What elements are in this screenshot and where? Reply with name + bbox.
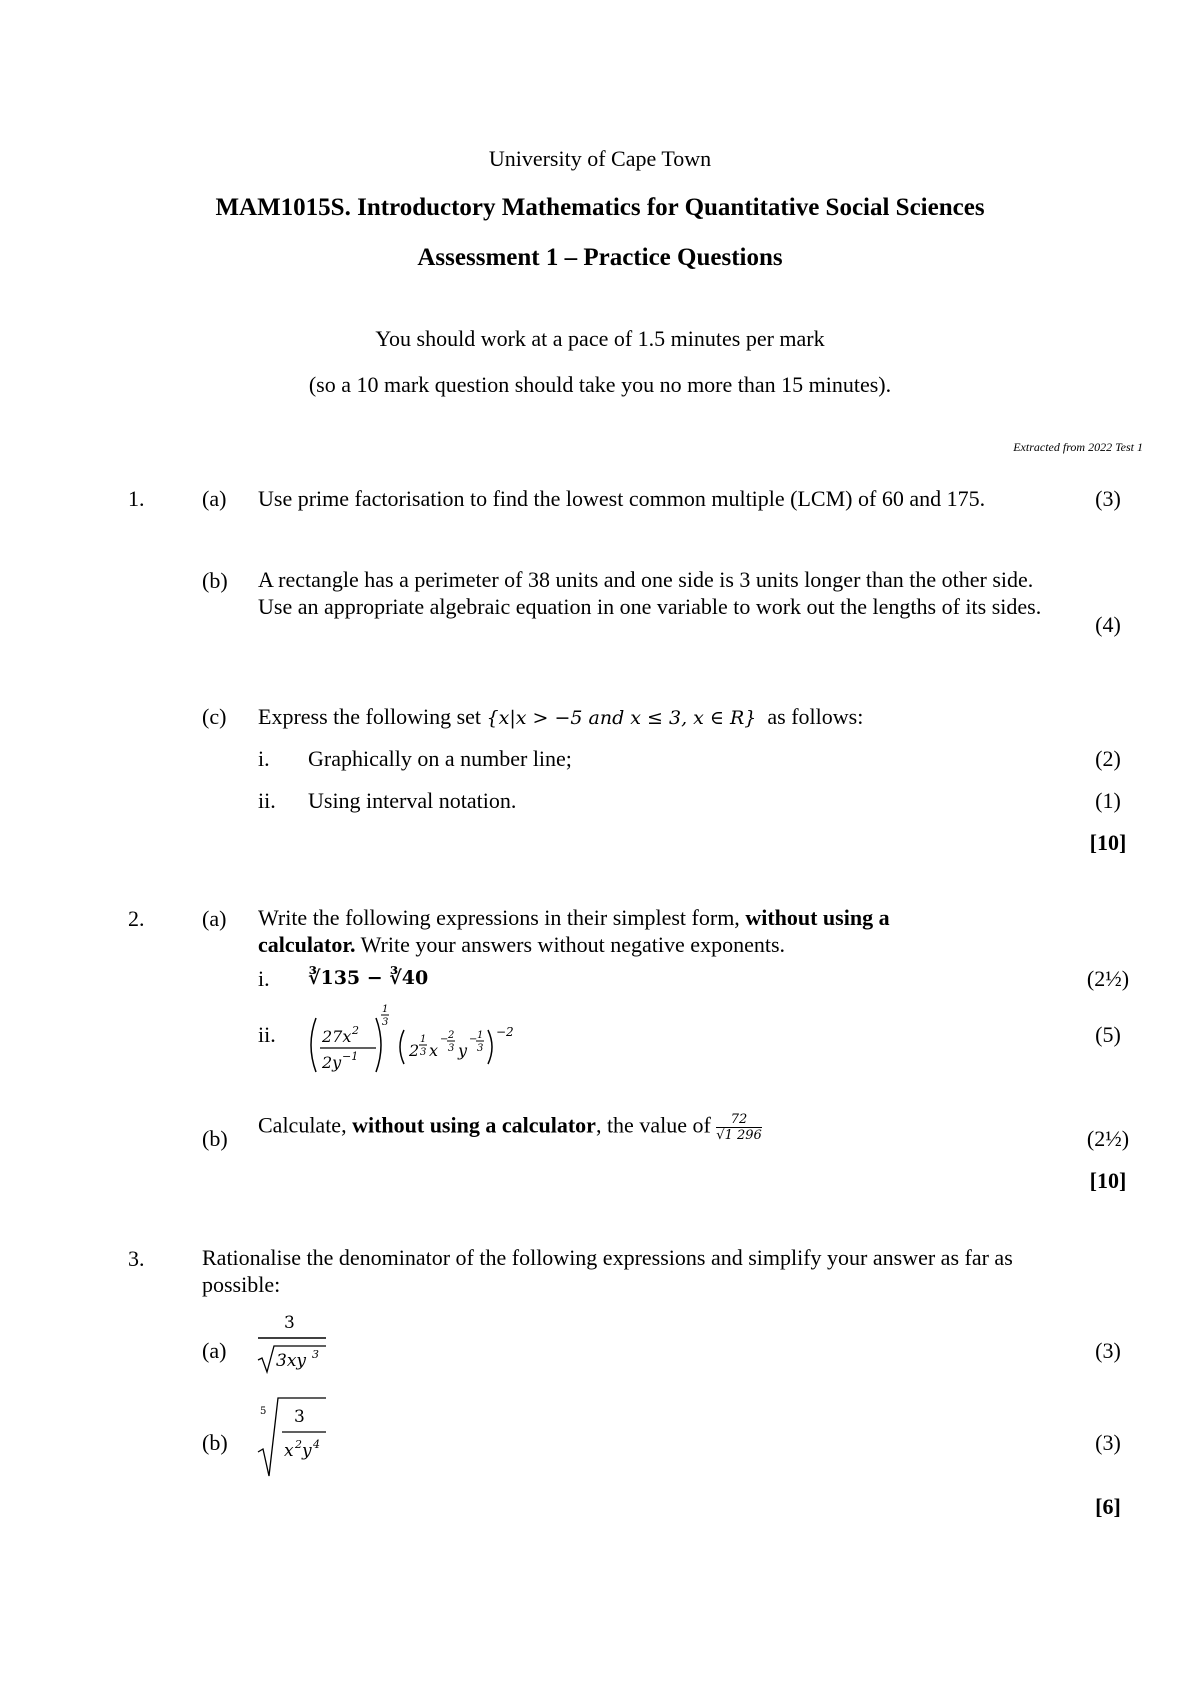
assessment-title: Assessment 1 – Practice Questions (417, 244, 783, 271)
svg-text:−1: −1 (342, 1050, 359, 1063)
q1c-ii-mark: (1) (1095, 788, 1121, 813)
svg-text:2: 2 (448, 1030, 455, 1041)
q1c-i-text: Graphically on a number line; (308, 746, 572, 771)
q3-intro: Rationalise the denominator of the following expressions and simplify your answer as far as possible: (202, 1245, 1013, 1297)
q1c-ii-label: ii. (258, 788, 276, 813)
q2b-mark: (2½) (1086, 1126, 1130, 1151)
question-1-number: 1. (128, 486, 145, 511)
q2a-text-bold: without using a (745, 905, 890, 930)
svg-text:−: − (469, 1034, 478, 1045)
q1a-text: Use prime factorisation to find the lowest common multiple (LCM) of 60 and 175. (258, 486, 986, 511)
q3a-expression (256, 1308, 346, 1383)
q3b-mark: (3) (1095, 1430, 1121, 1455)
svg-text:2: 2 (409, 1041, 420, 1060)
q1c-label: (c) (202, 704, 227, 729)
svg-text:1: 1 (477, 1030, 484, 1041)
q2b-text-bold: without using a calculator (352, 1112, 596, 1138)
svg-text:2y: 2y (322, 1053, 342, 1072)
q2a-label: (a) (202, 906, 227, 931)
question-3-number: 3. (128, 1246, 145, 1271)
q3a-formula-svg (256, 1308, 346, 1378)
q2a-i-label: i. (258, 966, 270, 991)
q2a-text-post: Write your answers without negative exponents. (355, 932, 786, 957)
q3a-numerator: 3 (284, 1313, 295, 1333)
svg-text:3: 3 (382, 1017, 389, 1028)
svg-text:3xy: 3xy (276, 1351, 307, 1371)
svg-text:3: 3 (477, 1043, 484, 1054)
q3-total: [6] (1095, 1494, 1121, 1519)
svg-text:y: y (302, 1441, 312, 1461)
pace-instruction: You should work at a pace of 1.5 minutes per mark (375, 326, 825, 351)
svg-text:27x: 27x (322, 1027, 352, 1046)
q1b-label: (b) (202, 568, 228, 593)
q2b-denominator: √1 296 (716, 1128, 762, 1143)
q1b-text: A rectangle has a perimeter of 38 units and one side is 3 units longer than the other side. Use an appropriate algebraic equation in one variable to work out the lengths of its sides. (258, 567, 1042, 619)
pace-example: (so a 10 mark question should take you no more than 15 minutes). (308, 372, 892, 397)
source-note: Extracted from 2022 Test 1 (1013, 440, 1143, 454)
q2b-text (258, 1112, 762, 1143)
q3b-label: (b) (202, 1430, 228, 1455)
svg-text:y: y (458, 1041, 468, 1060)
q2a-i-expression: ∛135 − ∛40 (308, 967, 429, 989)
q1c-text (258, 704, 863, 730)
q3a-label: (a) (202, 1338, 227, 1363)
q1c-text-post: as follows: (767, 704, 864, 729)
q1a-mark: (3) (1095, 486, 1121, 511)
svg-text:1: 1 (382, 1004, 389, 1015)
q2a-text (258, 904, 1048, 958)
q2a-text-bold-2: calculator. (258, 932, 356, 957)
svg-text:4: 4 (313, 1438, 320, 1451)
q1a-label: (a) (202, 486, 227, 511)
svg-text:3: 3 (448, 1043, 455, 1054)
svg-text:3: 3 (312, 1348, 319, 1361)
q1b-mark: (4) (1095, 612, 1121, 637)
svg-text:3: 3 (420, 1047, 427, 1058)
q2b-numerator: 72 (716, 1112, 762, 1128)
q2b-fraction (716, 1112, 762, 1143)
q3b-expression (256, 1392, 346, 1487)
q1c-text-pre: Express the following set (258, 704, 482, 729)
q2a-ii-label: ii. (258, 1022, 276, 1047)
svg-text:x: x (284, 1441, 294, 1461)
q1c-i-label: i. (258, 746, 270, 771)
q3b-root-index: 5 (260, 1406, 267, 1417)
q1-total: [10] (1089, 830, 1127, 855)
q2a-ii-mark: (5) (1095, 1022, 1121, 1047)
svg-text:x: x (429, 1041, 439, 1060)
q3a-mark: (3) (1095, 1338, 1121, 1363)
q2a-ii-formula-svg (306, 1000, 546, 1080)
q2a-i-mark: (2½) (1086, 966, 1130, 991)
q1c-i-mark: (2) (1095, 746, 1121, 771)
q1c-set-expression: {x|x > −5 and x ≤ 3, x ∈ R} (486, 707, 757, 729)
q2b-text-pre: Calculate, (258, 1112, 353, 1138)
svg-text:2: 2 (352, 1024, 359, 1037)
svg-text:1: 1 (420, 1034, 427, 1045)
q2b-label: (b) (202, 1126, 228, 1151)
university-name: University of Cape Town (488, 146, 712, 171)
q2a-ii-expression (306, 1000, 546, 1085)
course-title: MAM1015S. Introductory Mathematics for Quantitative Social Sciences (215, 194, 985, 221)
svg-text:−: − (440, 1034, 449, 1045)
q2a-text-pre: Write the following expressions in their simplest form, (258, 905, 746, 930)
q3b-formula-svg (256, 1392, 346, 1482)
svg-text:2: 2 (295, 1438, 302, 1451)
q1c-ii-text: Using interval notation. (308, 788, 517, 813)
q2b-text-post: , the value of (595, 1112, 711, 1138)
q2-total: [10] (1089, 1168, 1127, 1193)
question-2-number: 2. (128, 906, 145, 931)
svg-text:−2: −2 (496, 1025, 514, 1039)
q3b-numerator: 3 (294, 1407, 305, 1427)
